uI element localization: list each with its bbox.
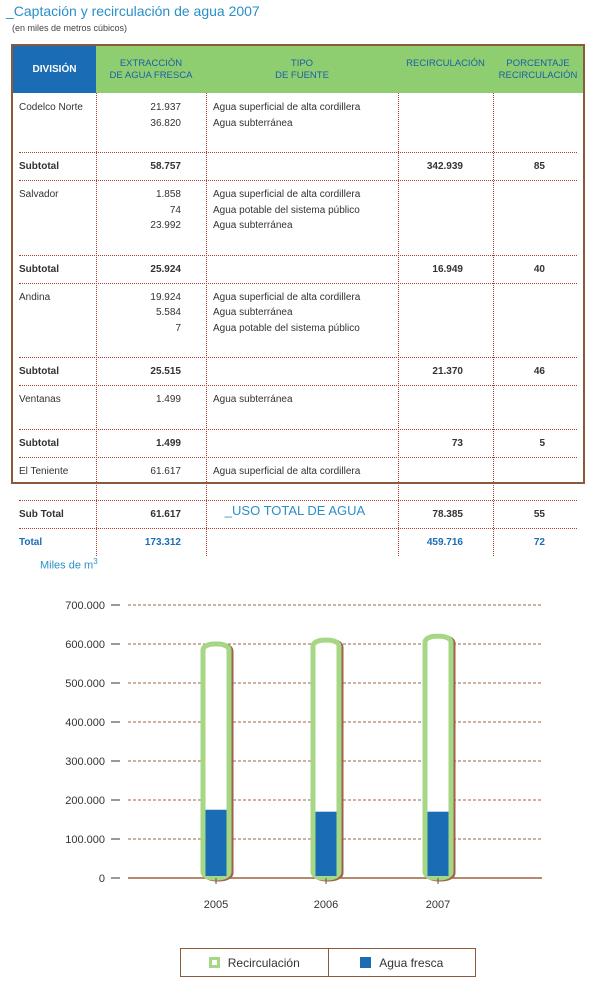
- x-tick-label: 2006: [313, 899, 339, 911]
- subtotal-recirculation: 78.385: [432, 509, 463, 520]
- division-name: Salvador: [19, 189, 59, 200]
- header-extraccion-line2: DE AGUA FRESCA: [109, 69, 193, 81]
- bar-agua-fresca: [316, 812, 337, 876]
- source-type: Agua subterránea: [213, 307, 293, 318]
- total-recirculation: 459.716: [426, 537, 463, 548]
- table-header: [13, 46, 583, 93]
- bar-agua-fresca: [428, 812, 449, 876]
- extraction-value: 1.858: [155, 189, 181, 200]
- subtotal-recirculation: 21.370: [432, 366, 463, 377]
- subtotal-percentage: 46: [533, 366, 545, 377]
- source-type: Agua subterránea: [213, 394, 293, 405]
- source-type: Agua potable del sistema público: [213, 204, 360, 216]
- page-title: _Captación y recirculación de agua 2007: [6, 3, 260, 19]
- subtotal-extraction: 61.617: [150, 509, 181, 520]
- chart-ylabel-text: Miles de m: [40, 559, 94, 572]
- division-name: Andina: [19, 291, 51, 303]
- page-subtitle: (en miles de metros cúbicos): [12, 23, 128, 33]
- header-tipo-line2: DE FUENTE: [275, 69, 329, 81]
- extraction-value: 19.924: [150, 291, 181, 303]
- subtotal-recirculation: 73: [451, 437, 463, 449]
- subtotal-label: Subtotal: [19, 437, 59, 449]
- subtotal-recirculation: 342.939: [426, 161, 463, 172]
- subtotal-label: Subtotal: [19, 263, 59, 275]
- column-divider: [96, 93, 97, 556]
- source-type: Agua subterránea: [213, 220, 293, 231]
- y-tick-label: 300.000: [65, 756, 105, 768]
- y-tick-label: 100.000: [65, 834, 105, 846]
- extraction-value: 1.499: [155, 394, 181, 405]
- subtotal-extraction: 25.515: [150, 366, 181, 377]
- source-type: Agua potable del sistema público: [213, 322, 360, 334]
- extraction-value: 61.617: [150, 465, 181, 477]
- subtotal-percentage: 85: [533, 161, 545, 172]
- header-porcentaje-line2: RECIRCULACIÓN: [498, 69, 578, 81]
- chart-title: _USO TOTAL DE AGUA: [224, 503, 366, 518]
- column-divider: [398, 93, 399, 556]
- legend-recirculacion: [181, 949, 328, 976]
- y-tick-label: 700.000: [65, 600, 105, 612]
- y-tick-label: 400.000: [65, 717, 105, 729]
- legend-swatch-agua-fresca: [360, 957, 371, 968]
- division-name: El Teniente: [19, 465, 69, 477]
- water-use-chart: [0, 570, 590, 930]
- chart-ylabel-sup: 3: [93, 557, 98, 566]
- header-extraccion-line1: EXTRACCIÓN: [119, 57, 183, 69]
- header-tipo: [206, 46, 398, 93]
- division-name: Codelco Norte: [19, 102, 83, 113]
- extraction-value: 21.937: [150, 102, 181, 113]
- source-type: Agua superficial de alta cordillera: [213, 465, 361, 477]
- subtotal-percentage: 5: [539, 437, 545, 449]
- legend-label-recirculacion: Recirculación: [227, 955, 300, 970]
- division-name: Ventanas: [19, 394, 61, 405]
- subtotal-extraction: 58.757: [150, 161, 181, 172]
- x-tick-label: 2007: [425, 899, 451, 911]
- subtotal-label: Sub Total: [19, 509, 64, 520]
- source-type: Agua subterránea: [213, 117, 293, 129]
- legend-label-agua-fresca: Agua fresca: [379, 955, 444, 970]
- subtotal-recirculation: 16.949: [432, 263, 463, 275]
- subtotal-label: Subtotal: [19, 161, 59, 172]
- header-extraccion: [96, 46, 206, 93]
- y-tick-label: 200.000: [65, 795, 105, 807]
- header-division: DIVISIÓN: [13, 46, 96, 93]
- chart-legend: [180, 948, 476, 977]
- extraction-value: 23.992: [150, 220, 181, 231]
- header-recirculacion-line1: RECIRCULACIÓN: [406, 58, 485, 69]
- source-type: Agua superficial de alta cordillera: [213, 189, 361, 200]
- subtotal-label: Subtotal: [19, 366, 59, 377]
- bar-agua-fresca: [206, 810, 227, 876]
- y-tick-label: 0: [98, 873, 105, 885]
- total-extraction: 173.312: [144, 537, 181, 548]
- y-tick-label: 600.000: [65, 639, 105, 651]
- column-divider: [493, 93, 494, 556]
- x-tick-label: 2005: [203, 899, 229, 911]
- source-type: Agua superficial de alta cordillera: [213, 291, 361, 303]
- column-divider: [206, 93, 207, 556]
- subtotal-extraction: 25.924: [150, 263, 181, 275]
- legend-agua-fresca: [328, 949, 476, 976]
- subtotal-percentage: 40: [533, 263, 545, 275]
- extraction-value: 7: [175, 322, 181, 334]
- y-tick-label: 500.000: [65, 678, 105, 690]
- extraction-value: 74: [169, 204, 181, 216]
- header-recirculacion: [398, 46, 493, 93]
- header-porcentaje: [493, 46, 583, 93]
- extraction-value: 36.820: [150, 117, 181, 129]
- header-porcentaje-line1: PORCENTAJE: [506, 57, 570, 69]
- header-tipo-line1: TIPO: [290, 57, 314, 69]
- subtotal-extraction: 1.499: [155, 437, 181, 449]
- source-type: Agua superficial de alta cordillera: [213, 102, 361, 113]
- total-percentage: 72: [533, 537, 545, 548]
- extraction-value: 5.584: [155, 307, 181, 318]
- total-label: Total: [19, 537, 43, 548]
- legend-swatch-recirculacion: [209, 957, 220, 968]
- subtotal-percentage: 55: [533, 509, 545, 520]
